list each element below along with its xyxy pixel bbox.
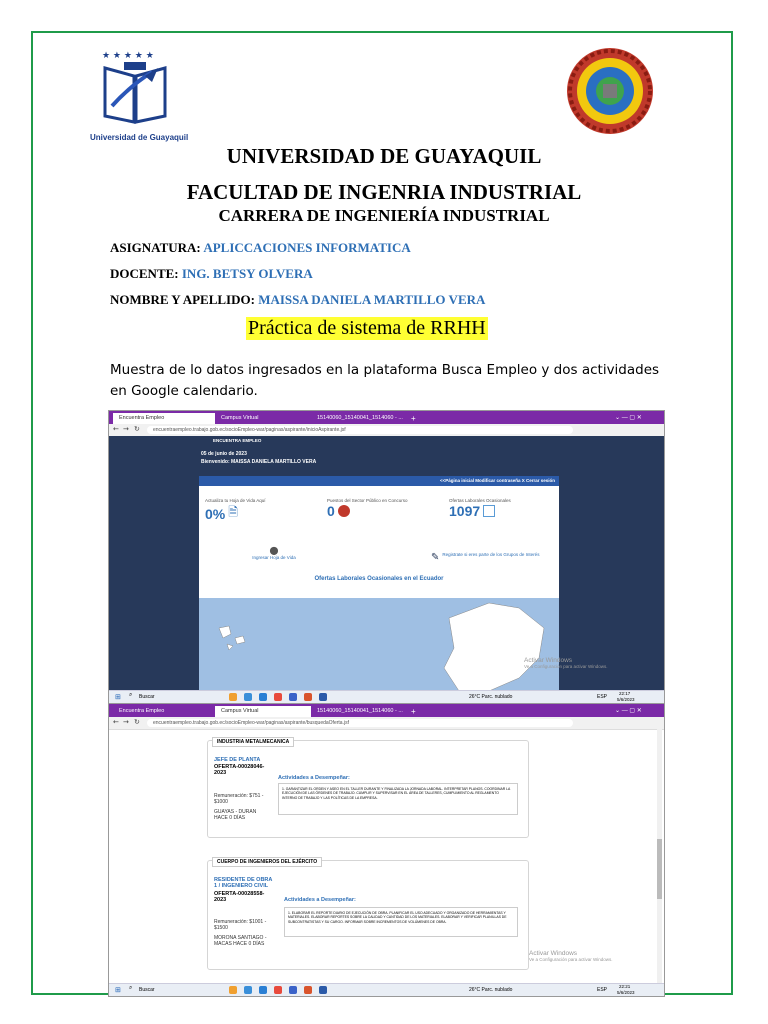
screenshot-dashboard <box>108 410 665 704</box>
watermark-subtitle: Ve a Configuración para activar Windows. <box>529 957 613 962</box>
teacher-row <box>110 266 313 282</box>
stat-cv-value: 0% <box>205 505 226 522</box>
offer-activities-label: Actividades a Desempeñar: <box>278 775 350 781</box>
stat-public[interactable] <box>327 498 437 519</box>
taskbar-weather[interactable]: 26°C Parc. nublado <box>469 694 513 700</box>
taskbar-app-icon[interactable] <box>259 986 267 994</box>
taskbar-date: 5/6/2023 <box>617 697 635 702</box>
taskbar-app-icon[interactable] <box>274 986 282 994</box>
document-icon: 🗎 <box>228 505 238 519</box>
stat-cv[interactable] <box>205 498 315 524</box>
ecuador-map-shape <box>199 598 559 691</box>
reload-icon[interactable]: ↻ <box>134 425 140 433</box>
browser-tab[interactable]: Encuentra Empleo <box>113 413 215 424</box>
site-main <box>199 436 559 691</box>
faculty-seal-gear-icon <box>565 46 655 136</box>
browser-tab[interactable]: Campus Virtual <box>221 415 259 421</box>
taskbar-date: 5/6/2023 <box>617 990 635 995</box>
screenshot-offers <box>108 703 665 997</box>
subject-label: ASIGNATURA: <box>110 240 201 255</box>
site-toplinks-bar <box>199 476 559 486</box>
offer-company: CUERPO DE INGENIEROS DEL EJÉRCITO <box>212 857 322 867</box>
windows-watermark <box>529 950 613 962</box>
stat-offers-label: Ofertas Laborales Ocasionales <box>449 498 511 503</box>
taskbar-app-icon[interactable] <box>289 986 297 994</box>
faculty-seal <box>565 46 655 136</box>
taskbar-app-icon[interactable] <box>229 693 237 701</box>
name-value: MAISSA DANIELA MARTILLO VERA <box>258 292 486 307</box>
taskbar-app-icon[interactable] <box>319 693 327 701</box>
taskbar-app-icon[interactable] <box>304 986 312 994</box>
offer-id: OFERTA-00028046-2023 <box>214 764 265 776</box>
windows-start-icon[interactable]: ⊞ <box>115 987 121 994</box>
teacher-value: ING. BETSY OLVERA <box>181 266 313 281</box>
window-controls[interactable]: ⌄ — ▢ ✕ <box>615 415 642 421</box>
site-header <box>199 436 559 476</box>
back-icon[interactable]: ← <box>113 425 119 433</box>
upload-icon: ⬤ <box>269 546 279 555</box>
back-icon[interactable]: ← <box>113 718 119 726</box>
stat-public-label: Puestos del Sector Público en Concurso <box>327 498 408 503</box>
action-cv-label: Ingresar Hoja de Vida <box>252 555 296 560</box>
taskbar-app-icon[interactable] <box>304 693 312 701</box>
ecuador-map[interactable] <box>199 598 559 691</box>
site-welcome: Bienvenido: MAISSA DANIELA MARTILLO VERA <box>201 459 317 465</box>
taskbar-app-icon[interactable] <box>274 693 282 701</box>
pencil-icon: ✎ <box>431 552 440 563</box>
offer-salary: Remuneración: $751 - $1000 <box>214 793 264 805</box>
title-university: UNIVERSIDAD DE GUAYAQUIL <box>226 144 542 168</box>
forward-icon[interactable]: → <box>123 718 129 726</box>
offer-position[interactable]: JEFE DE PLANTA <box>214 757 261 763</box>
action-cv[interactable] <box>229 546 319 560</box>
subject-row <box>110 240 411 256</box>
offer-activities-label: Actividades a Desempeñar: <box>284 897 356 903</box>
name-label: NOMBRE Y APELLIDO: <box>110 292 255 307</box>
taskbar-lang[interactable]: ESP <box>597 694 608 700</box>
browser-tab[interactable]: Encuentra Empleo <box>119 708 165 714</box>
forward-icon[interactable]: → <box>123 425 129 433</box>
browser-tabbar <box>109 704 664 717</box>
action-groups-label: Registrate si eres parte de los Grupos de Interés <box>442 552 540 557</box>
reload-icon[interactable]: ↻ <box>134 718 140 726</box>
url-input[interactable]: encuentraempleo.trabajo.gob.ec/socioEmpleo-war/paginas/aspirante/busquedaOferta.jsf <box>147 719 573 727</box>
watermark-subtitle: Ve a Configuración para activar Windows. <box>524 664 608 669</box>
offers-icon <box>483 505 495 517</box>
watermark-title: Activar Windows <box>524 657 573 664</box>
university-logo <box>90 46 189 142</box>
practice-title: Práctica de sistema de RRHH <box>248 317 486 339</box>
subject-value: APLICCACIONES INFORMATICA <box>203 240 411 255</box>
taskbar-app-icon[interactable] <box>244 986 252 994</box>
intro-paragraph: Muestra de lo datos ingresados en la plataforma Busca Empleo y dos actividades en Google calendario. <box>110 362 660 399</box>
stat-offers-value: 1097 <box>449 503 481 519</box>
title-faculty: FACULTAD DE INGENRIA INDUSTRIAL <box>186 180 582 204</box>
browser-tab[interactable]: 15140060_15140041_1514060 - ... <box>317 415 403 421</box>
taskbar-time: 22:17 <box>619 691 631 696</box>
offer-location: GUAYAS - DURAN HACE 0 DÍAS <box>214 809 257 821</box>
offer-position[interactable]: RESIDENTE DE OBRA 1 / INGENIERO CIVIL <box>214 877 273 889</box>
taskbar-app-icon[interactable] <box>259 693 267 701</box>
windows-watermark <box>524 657 608 669</box>
url-input[interactable]: encuentraempleo.trabajo.gob.ec/socioEmpleo-war/paginas/aspirante/inicioAspirante.jsf <box>147 426 573 434</box>
title-career: CARRERA DE INGENIERÍA INDUSTRIAL <box>218 206 550 225</box>
search-icon[interactable]: ⌕ <box>129 985 133 991</box>
site-background-right <box>559 436 664 691</box>
offer-card[interactable] <box>207 740 529 838</box>
offer-id: OFERTA-00028558-2023 <box>214 891 265 903</box>
university-logo-emblem <box>90 46 180 126</box>
page-scrollbar[interactable] <box>657 729 662 984</box>
windows-taskbar <box>109 690 664 703</box>
windows-taskbar <box>109 983 664 996</box>
window-controls[interactable]: ⌄ — ▢ ✕ <box>615 708 642 714</box>
site-brand: ENCUENTRA EMPLEO <box>213 438 262 443</box>
taskbar-lang[interactable]: ESP <box>597 987 608 993</box>
taskbar-weather[interactable]: 26°C Parc. nublado <box>469 987 513 993</box>
offer-company: INDUSTRIA METALMECANICA <box>212 737 294 747</box>
search-icon[interactable]: ⌕ <box>129 692 133 698</box>
svg-text:★ ★ ★ ★ ★: ★ ★ ★ ★ ★ <box>102 51 154 61</box>
site-toplinks[interactable]: <<Página inicial Modificar contraseña X Cerrar sesión <box>439 478 555 483</box>
site-background <box>109 436 199 691</box>
taskbar-app-icon[interactable] <box>289 693 297 701</box>
taskbar-time: 22:21 <box>619 984 631 989</box>
new-tab-icon[interactable]: + <box>411 707 416 716</box>
site-date: 05 de junio de 2023 <box>201 451 247 457</box>
stat-cv-label: Actualiza tu Hoja de Vida Aquí <box>205 498 266 503</box>
browser-tab[interactable]: 15140060_15140041_1514060 - ... <box>317 708 403 714</box>
windows-start-icon[interactable]: ⊞ <box>115 694 121 701</box>
taskbar-search[interactable]: Buscar <box>139 987 155 993</box>
watermark-title: Activar Windows <box>529 950 578 957</box>
action-groups[interactable] <box>431 552 541 563</box>
teacher-label: DOCENTE: <box>110 266 179 281</box>
browser-tabbar <box>109 411 664 424</box>
offer-activities: 1. ELABORAR EL REPORTE DIARIO DE EJECUCIÓN DE OBRA. PLANIFICAR EL USO ADECUADO Y ORGANIZADO DE HERRAMIENTAS Y MATERIALES. ELABORAR REPORTES SOBRE LA CALIDAD Y CANTIDAD DE LOS MATERIALES. ELABORAR Y VERIFICAR PLANILLAS DE SUBCONTRATISTAS Y SU CARGO. INFORMAR SOBRE INCREMENTOS DE VOLÚMENES DE OBRA. <box>284 907 518 937</box>
browser-tab[interactable]: Campus Virtual <box>215 706 311 717</box>
address-bar-row <box>109 717 664 730</box>
university-logo-label: Universidad de Guayaquil <box>90 133 189 142</box>
taskbar-app-icon[interactable] <box>244 693 252 701</box>
taskbar-app-icon[interactable] <box>319 986 327 994</box>
new-tab-icon[interactable]: + <box>411 414 416 423</box>
offer-activities: 1. GARANTIZAR EL ORDEN Y ASEO EN EL TALLER DURANTE Y FINALIZADA LA JORNADA LABORAL. INTERPRETAR PLANOS. COORDINAR LA EJECUCIÓN DE LAS ÓRDENES DE TRABAJO. CUMPLIR Y SUPERVISAR EN EL ÁREA DE TALLERES, CUMPLIMIENTO AL REGLAMENTO INTERNO DE TRABAJO Y LAS POLÍTICAS DE LA EMPRESA. <box>278 783 518 815</box>
name-row <box>110 292 485 308</box>
scrollbar-thumb[interactable] <box>657 839 662 899</box>
map-title: Ofertas Laborales Ocasionales en el Ecuador <box>314 576 444 582</box>
offer-card[interactable] <box>207 860 529 970</box>
institution-icon <box>338 505 350 517</box>
taskbar-app-icon[interactable] <box>229 986 237 994</box>
offer-salary: Remuneración: $1001 - $1500 <box>214 919 267 931</box>
stat-public-value: 0 <box>327 503 335 519</box>
stat-offers[interactable] <box>449 498 559 519</box>
taskbar-search[interactable]: Buscar <box>139 694 155 700</box>
offer-location: MORONA SANTIAGO - MACAS HACE 0 DÍAS <box>214 935 267 947</box>
